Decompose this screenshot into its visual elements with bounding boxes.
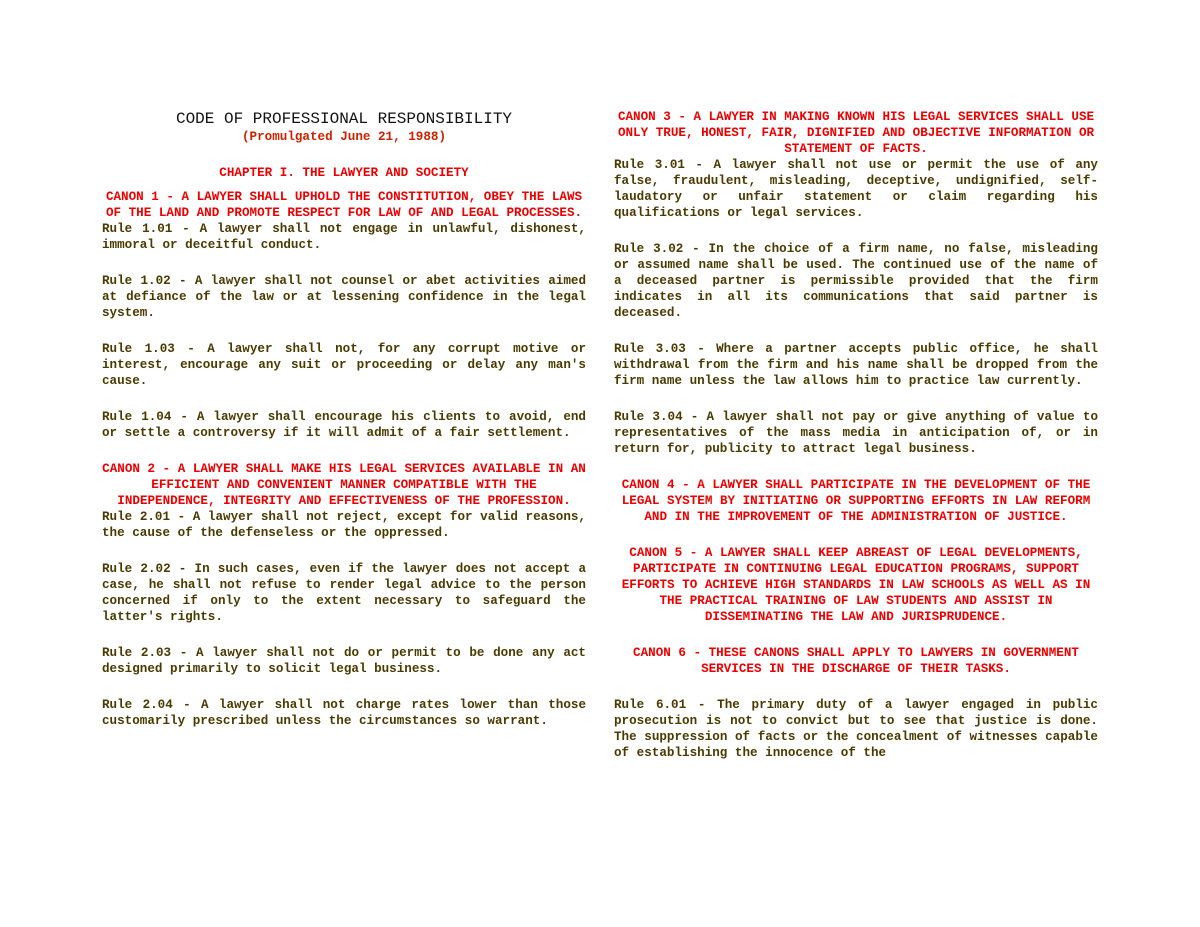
rule-3-02: Rule 3.02 - In the choice of a firm name, no false, misleading or assumed name shall be used. The continued use of the name of a deceased partner is permissible provided that the firm indicates in all its communications that said partner is deceased. (614, 242, 1098, 320)
canon-2: CANON 2 - A LAWYER SHALL MAKE HIS LEGAL SERVICES AVAILABLE IN AN EFFICIENT AND CONVENIENT MANNER COMPATIBLE WITH THE INDEPENDENCE, INTEGRITY AND EFFECTIVENESS OF THE PROFESSION. (102, 462, 586, 508)
rule-1-01: Rule 1.01 - A lawyer shall not engage in unlawful, dishonest, immoral or deceitful conduct. (102, 222, 586, 252)
canon-5: CANON 5 - A LAWYER SHALL KEEP ABREAST OF LEGAL DEVELOPMENTS, PARTICIPATE IN CONTINUING LEGAL EDUCATION PROGRAMS, SUPPORT EFFORTS TO ACHIEVE HIGH STANDARDS IN LAW SCHOOLS AS WELL AS IN THE PRACTICAL TRAINING OF LAW STUDENTS AND ASSIST IN DISSEMINATING THE LAW AND JURISPRUDENCE. (621, 546, 1091, 624)
document-subtitle: (Promulgated June 21, 1988) (241, 130, 447, 144)
document-title: CODE OF PROFESSIONAL RESPONSIBILITY (175, 110, 513, 128)
rule-2-02: Rule 2.02 - In such cases, even if the lawyer does not accept a case, he shall not refuse to render legal advice to the person concerned if only to the extent necessary to safeguard the latter's rights. (102, 562, 586, 624)
rule-3-04: Rule 3.04 - A lawyer shall not pay or give anything of value to representatives of the mass media in anticipation of, or in return for, publicity to attract legal business. (614, 410, 1098, 456)
canon-6: CANON 6 - THESE CANONS SHALL APPLY TO LAWYERS IN GOVERNMENT SERVICES IN THE DISCHARGE OF THEIR TASKS. (633, 646, 1079, 676)
rule-1-03: Rule 1.03 - A lawyer shall not, for any corrupt motive or interest, encourage any suit or proceeding or delay any man's cause. (102, 342, 586, 388)
rule-2-03: Rule 2.03 - A lawyer shall not do or permit to be done any act designed primarily to solicit legal business. (102, 646, 586, 676)
rule-1-04: Rule 1.04 - A lawyer shall encourage his clients to avoid, end or settle a controversy if it will admit of a fair settlement. (102, 410, 586, 440)
canon-4: CANON 4 - A LAWYER SHALL PARTICIPATE IN THE DEVELOPMENT OF THE LEGAL SYSTEM BY INITIATING OR SUPPORTING EFFORTS IN LAW REFORM AND IN THE IMPROVEMENT OF THE ADMINISTRATION OF JUSTICE. (621, 478, 1091, 524)
rule-2-04: Rule 2.04 - A lawyer shall not charge rates lower than those customarily prescribed unless the circumstances so warrant. (102, 698, 586, 728)
canon-1: CANON 1 - A LAWYER SHALL UPHOLD THE CONSTITUTION, OBEY THE LAWS OF THE LAND AND PROMOTE RESPECT FOR LAW OF AND LEGAL PROCESSES. (105, 190, 583, 220)
left-column (102, 109, 586, 729)
rule-2-01: Rule 2.01 - A lawyer shall not reject, except for valid reasons, the cause of the defenseless or the oppressed. (102, 510, 586, 540)
right-column (614, 109, 1098, 761)
rule-6-01: Rule 6.01 - The primary duty of a lawyer engaged in public prosecution is not to convict but to see that justice is done. The suppression of facts or the concealment of witnesses capable of establishing the innocence of the (614, 698, 1098, 760)
rule-3-01: Rule 3.01 - A lawyer shall not use or permit the use of any false, fraudulent, misleading, deceptive, undignified, self-laudatory or unfair statement or claim regarding his qualifications or legal services. (614, 158, 1098, 220)
rule-3-03: Rule 3.03 - Where a partner accepts public office, he shall withdrawal from the firm and his name shall be dropped from the firm name unless the law allows him to practice law currently. (614, 342, 1098, 388)
canon-3: CANON 3 - A LAWYER IN MAKING KNOWN HIS LEGAL SERVICES SHALL USE ONLY TRUE, HONEST, FAIR, DIGNIFIED AND OBJECTIVE INFORMATION OR STATEMENT OF FACTS. (617, 110, 1095, 156)
chapter-heading: CHAPTER I. THE LAWYER AND SOCIETY (219, 166, 469, 180)
rule-1-02: Rule 1.02 - A lawyer shall not counsel or abet activities aimed at defiance of the law or at lessening confidence in the legal system. (102, 274, 586, 320)
